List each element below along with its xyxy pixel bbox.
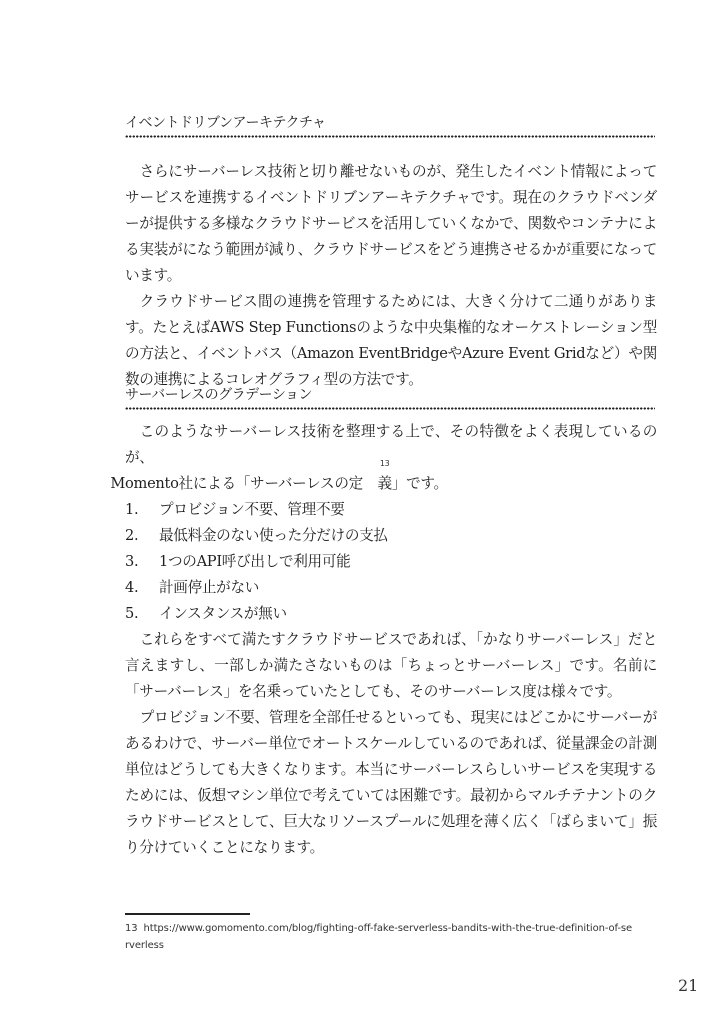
paragraph: クラウドサービス間の連携を管理するためには、大きく分けて二通りがあります。たとえばAWS Step Functionsのような中央集権的なオーケストレーション型の方法と、イベントバス（Amazon EventBridgeやAzure Event Gridなど）や関数の連携によるコレオグラフィ型の方法です。	[125, 293, 657, 388]
footnote-url[interactable]: https://www.gomomento.com/blog/fighting-off-fake-serverless-bandits-with-the-true-definition-of-serverless	[125, 923, 633, 951]
paragraph: これらをすべて満たすクラウドサービスであれば、「かなりサーバーレス」だと言えますし、一部しか満たさないものは「ちょっとサーバーレス」です。名前に「サーバーレス」を名乗っていたとしても、そのサーバーレス度は様々です。	[125, 631, 657, 700]
list-number: 4.	[125, 579, 139, 596]
dotted-divider	[125, 135, 655, 138]
section-heading-text: サーバーレスのグラデーション	[125, 387, 313, 403]
section-body-event-driven	[125, 159, 657, 393]
page-number: 21	[678, 976, 699, 995]
serverless-definition-list	[125, 497, 657, 627]
intro-line-1: このようなサーバーレス技術を整理する上で、その特徴をよく表現しているのが、	[125, 423, 657, 466]
section-heading-serverless-gradation	[125, 386, 655, 410]
list-text: プロビジョン不要、管理不要	[159, 501, 345, 518]
paragraph-intro	[110, 419, 657, 497]
footnote-number: 13	[125, 923, 138, 934]
section-heading-text: イベントドリブンアーキテクチャ	[125, 115, 326, 131]
footnote-ref-number[interactable]: 13	[379, 459, 390, 468]
dotted-divider	[125, 407, 655, 410]
list-number: 1.	[125, 501, 139, 518]
list-item	[125, 497, 657, 523]
list-text: 計画停止がない	[159, 579, 260, 596]
list-item	[125, 601, 657, 627]
list-number: 3.	[125, 553, 139, 570]
footnote-anchor-char: 義	[377, 475, 392, 492]
footnote	[125, 920, 635, 954]
intro-line-2	[110, 459, 448, 492]
list-number: 5.	[125, 605, 139, 622]
intro-text: Momento社による「サーバーレスの定	[110, 475, 363, 492]
paragraph: プロビジョン不要、管理を全部任せるといっても、現実にはどこかにサーバーがあるわけで、サーバー単位でオートスケールしているのであれば、従量課金の計測単位はどうしても大きくなります。本当にサーバーレスらしいサービスを実現するためには、仮想マシン単位で考えていては困難です。最初からマルチテナントのクラウドサービスとして、巨大なリソースプールに処理を薄く広く「ばらまいて」振り分けていくことになります。	[125, 709, 657, 856]
list-text: 最低料金のない使った分だけの支払	[159, 527, 388, 544]
list-text: インスタンスが無い	[159, 605, 287, 622]
paragraph: さらにサーバーレス技術と切り離せないものが、発生したイベント情報によってサービスを連携するイベントドリブンアーキテクチャです。現在のクラウドベンダーが提供する多様なクラウドサービスを活用していくなかで、関数やコンテナによる実装がになう範囲が減り、クラウドサービスをどう連携させるかが重要になっています。	[125, 163, 657, 284]
list-text: 1つのAPI呼び出しで利用可能	[159, 553, 351, 570]
footnote-reference[interactable]	[363, 459, 392, 497]
list-item	[125, 523, 657, 549]
section-heading-event-driven	[125, 114, 655, 138]
list-item	[125, 549, 657, 575]
intro-text: 」です。	[391, 475, 448, 492]
list-number: 2.	[125, 527, 139, 544]
footnote-divider	[125, 913, 250, 915]
section-body-serverless-gradation	[110, 419, 657, 861]
list-item	[125, 575, 657, 601]
